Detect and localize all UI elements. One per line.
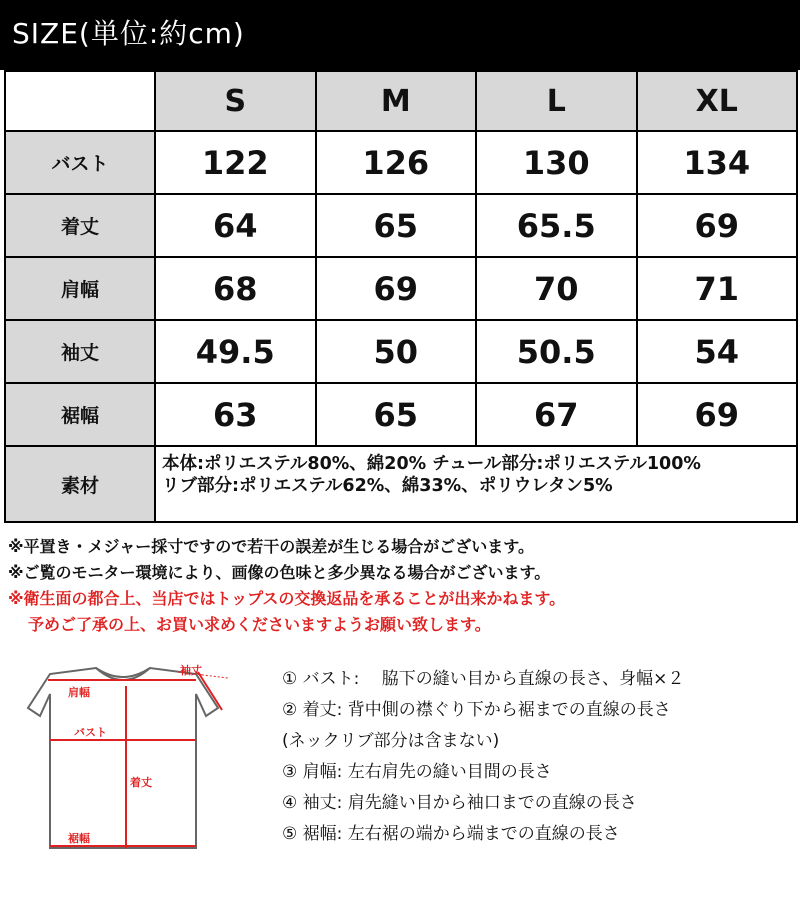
table-row-bust (5, 131, 797, 194)
corner-cell (5, 71, 155, 131)
legend-length: ② 着丈: 背中側の襟ぐり下から裾までの直線の長さ (282, 700, 671, 720)
note-return-policy: ※衛生面の都合上、当店ではトップスの交換返品を承ることが出来かねます。 (8, 589, 566, 608)
table-cell: 71 (637, 257, 798, 320)
diagram-label-sleeve: 袖丈 (180, 664, 202, 677)
row-label: 袖丈 (5, 320, 155, 383)
legend-bust: ① バスト: 脇下の縫い目から直線の長さ、身幅×２ (282, 669, 685, 689)
material-line-2: リブ部分:ポリエステル62%、綿33%、ポリウレタン5% (162, 476, 613, 496)
table-cell: 126 (316, 131, 477, 194)
table-cell: 65 (316, 194, 477, 257)
legend-hem: ⑤ 裾幅: 左右裾の端から端までの直線の長さ (282, 824, 620, 844)
size-header-s: S (155, 71, 316, 131)
table-row-material (5, 446, 797, 522)
diagram-label-length: 着丈 (130, 776, 152, 789)
row-label: 裾幅 (5, 383, 155, 446)
table-cell: 54 (637, 320, 798, 383)
diagram-label-shoulder: 肩幅 (68, 686, 90, 699)
table-cell: 65 (316, 383, 477, 446)
table-cell: 64 (155, 194, 316, 257)
table-cell: 49.5 (155, 320, 316, 383)
table-cell: 69 (637, 383, 798, 446)
row-label: バスト (5, 131, 155, 194)
material-line-1: 本体:ポリエステル80%、綿20% チュール部分:ポリエステル100% (162, 454, 701, 474)
note-monitor: ※ご覧のモニター環境により、画像の色味と多少異なる場合がございます。 (8, 563, 551, 582)
table-cell: 69 (316, 257, 477, 320)
notes (8, 534, 798, 638)
note-acknowledge: 予めご了承の上、お買い求めくださいますようお願い致します。 (28, 615, 491, 634)
size-header-row (5, 71, 797, 131)
measurement-legend (282, 664, 792, 850)
table-cell: 63 (155, 383, 316, 446)
size-header-m: M (316, 71, 477, 131)
table-cell: 134 (637, 131, 798, 194)
table-cell: 65.5 (476, 194, 637, 257)
tshirt-diagram (18, 660, 228, 860)
size-header-l: L (476, 71, 637, 131)
diagram-label-hem: 裾幅 (68, 832, 90, 845)
table-cell: 130 (476, 131, 637, 194)
page-title: SIZE(単位:約cm) (12, 17, 245, 50)
diagram-label-bust: バスト (74, 726, 107, 739)
table-cell: 50.5 (476, 320, 637, 383)
title-bar (0, 0, 800, 70)
legend-shoulder: ③ 肩幅: 左右肩先の縫い目間の長さ (282, 762, 552, 782)
material-cell (155, 446, 797, 522)
table-cell: 50 (316, 320, 477, 383)
size-table (4, 70, 798, 523)
legend-sleeve: ④ 袖丈: 肩先縫い目から袖口までの直線の長さ (282, 793, 637, 813)
table-row-length (5, 194, 797, 257)
row-label: 素材 (5, 446, 155, 522)
tshirt-outline (28, 668, 218, 848)
legend-length-note: (ネックリブ部分は含まない) (282, 731, 500, 751)
note-measurement: ※平置き・メジャー採寸ですので若干の誤差が生じる場合がございます。 (8, 537, 534, 556)
table-cell: 68 (155, 257, 316, 320)
table-cell: 122 (155, 131, 316, 194)
table-row-hem (5, 383, 797, 446)
table-row-shoulder (5, 257, 797, 320)
table-cell: 69 (637, 194, 798, 257)
size-header-xl: XL (637, 71, 798, 131)
row-label: 肩幅 (5, 257, 155, 320)
row-label: 着丈 (5, 194, 155, 257)
table-cell: 67 (476, 383, 637, 446)
table-row-sleeve (5, 320, 797, 383)
table-cell: 70 (476, 257, 637, 320)
